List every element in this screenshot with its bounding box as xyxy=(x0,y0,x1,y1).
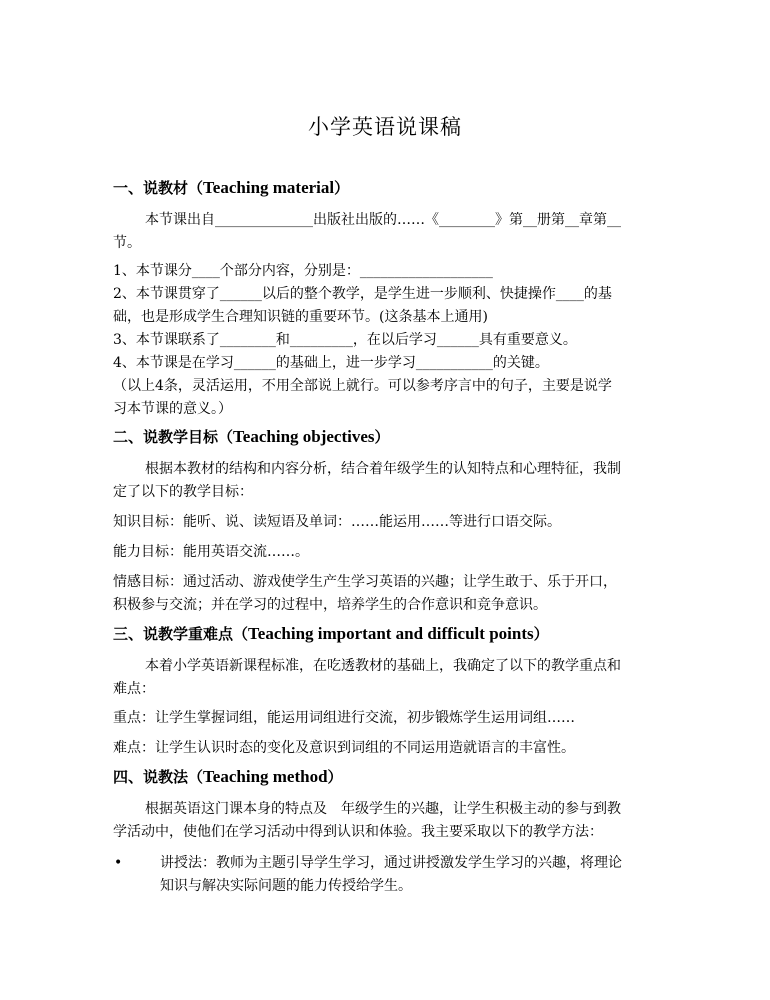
heading-end: ） xyxy=(334,179,350,197)
paragraph-line: 学活动中，使他们在学习活动中得到认识和体验。我主要采取以下的教学方法： xyxy=(113,824,603,840)
paragraph-line: 定了以下的教学目标： xyxy=(113,484,253,500)
page-title: 小学英语说课稿 xyxy=(308,115,462,139)
heading-en: Teaching objectives xyxy=(233,427,375,446)
heading-cn: 一、说教材（ xyxy=(113,179,204,197)
section-heading-key-points xyxy=(113,622,661,646)
heading-en: Teaching material xyxy=(203,178,335,197)
key-point: 重点：让学生掌握词组，能运用词组进行交流，初步锻炼学生运用词组…… xyxy=(113,710,575,726)
bullet-item: 讲授法：教师为主题引导学生学习，通过讲授激发学生学习的兴趣，将理论 xyxy=(160,855,622,871)
heading-end: ） xyxy=(374,428,390,446)
note-line: （以上4条，灵活运用，不用全部说上就行。可以参考序言中的句子，主要是说学 xyxy=(113,378,612,394)
emotion-goal: 情感目标：通过活动、游戏使学生产生学习英语的兴趣；让学生敢于、乐于开口， xyxy=(113,574,617,590)
knowledge-goal: 知识目标：能听、说、读短语及单词：……能运用……等进行口语交际。 xyxy=(113,514,561,530)
paragraph-line: 根据英语这门课本身的特点及 年级学生的兴趣，让学生积极主动的参与到教 xyxy=(145,801,621,817)
heading-cn: 三、说教学重难点（ xyxy=(113,625,249,643)
emotion-goal: 积极参与交流；并在学习的过程中，培养学生的合作意识和竞争意识。 xyxy=(113,597,547,613)
paragraph-line: 本着小学英语新课程标准，在吃透教材的基础上，我确定了以下的教学重点和 xyxy=(145,658,621,674)
list-item: 4、本节课是在学习______的基础上，进一步学习___________的关键。 xyxy=(113,355,549,371)
heading-en: Teaching method xyxy=(203,767,328,786)
section-heading-teaching-method xyxy=(113,765,661,789)
heading-end: ） xyxy=(327,768,343,786)
heading-en: Teaching important and difficult points xyxy=(248,624,534,643)
list-item: 2、本节课贯穿了______以后的整个教学，是学生进一步顺利、快捷操作____的基 xyxy=(113,286,612,302)
heading-cn: 四、说教法（ xyxy=(113,768,204,786)
paragraph-line: 节。 xyxy=(113,235,141,251)
paragraph-line: 难点： xyxy=(113,681,155,697)
section-heading-teaching-material xyxy=(113,176,661,200)
bullet-icon: • xyxy=(114,855,123,871)
difficult-point: 难点：让学生认识时态的变化及意识到词组的不同运用造就语言的丰富性。 xyxy=(113,740,575,756)
list-item: 3、本节课联系了________和_________，在以后学习______具有重要意义。 xyxy=(113,332,577,348)
section-heading-teaching-objectives xyxy=(113,425,661,449)
heading-cn: 二、说教学目标（ xyxy=(113,428,234,446)
heading-end: ） xyxy=(533,625,549,643)
note-line: 习本节课的意义。） xyxy=(113,401,232,417)
paragraph-line: 根据本教材的结构和内容分析，结合着年级学生的认知特点和心理特征，我制 xyxy=(145,461,621,477)
list-item: 础，也是形成学生合理知识链的重要环节。(这条基本上通用) xyxy=(113,309,488,325)
bullet-item: 知识与解决实际问题的能力传授给学生。 xyxy=(160,878,412,894)
list-item: 1、本节课分____个部分内容，分别是：___________________ xyxy=(113,263,493,279)
paragraph-line: 本节课出自______________出版社出版的……《________》第__册第__章第__ xyxy=(145,212,621,228)
ability-goal: 能力目标：能用英语交流……。 xyxy=(113,544,309,560)
